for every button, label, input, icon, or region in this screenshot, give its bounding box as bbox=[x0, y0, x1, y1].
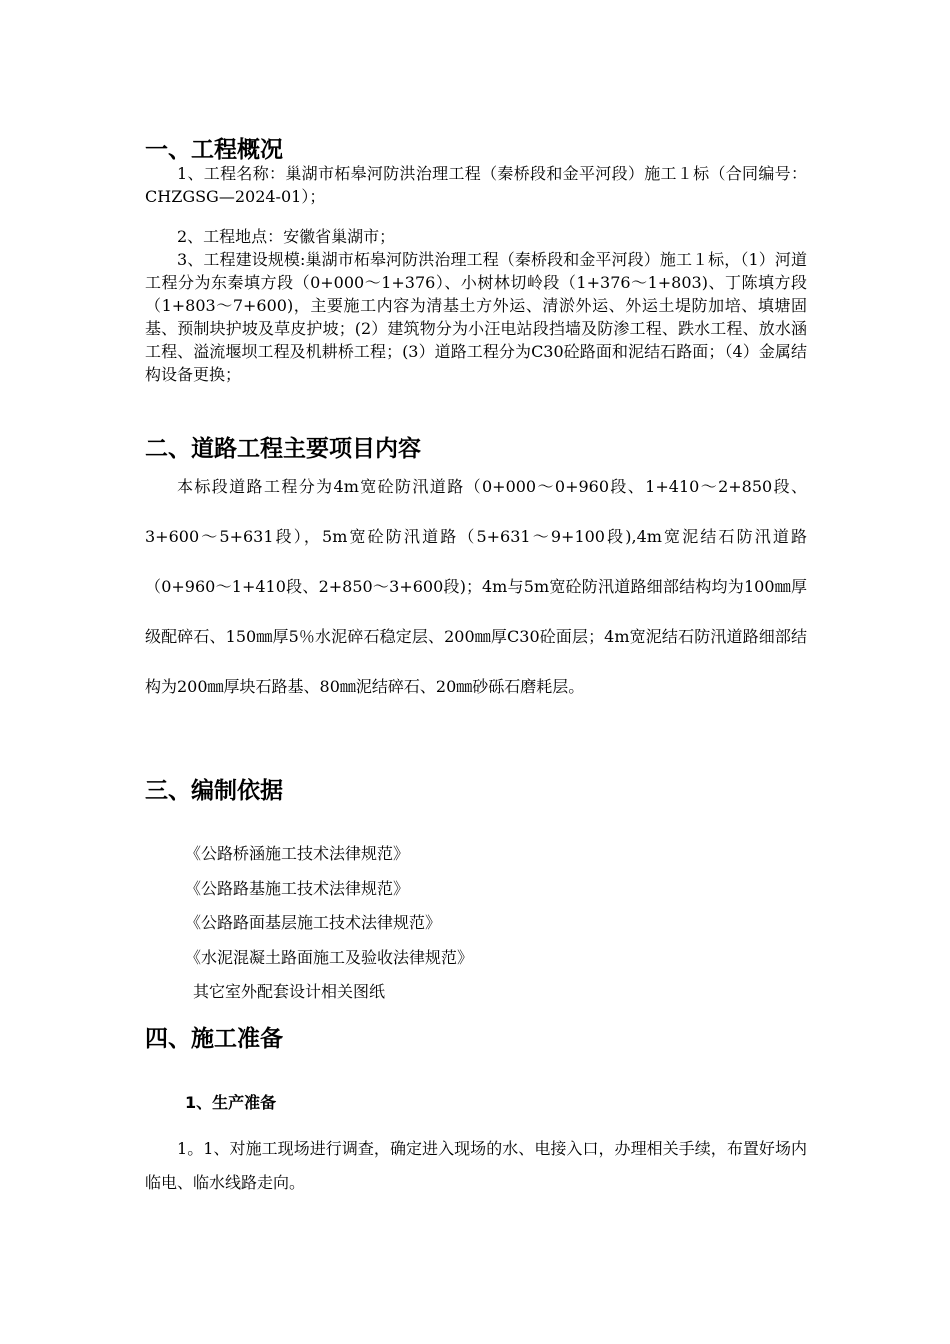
reference-list bbox=[185, 837, 473, 1010]
road-items-description: 本标段道路工程分为4m宽砼防汛道路（0+000～0+960段、1+410～2+850段、3+600～5+631段），5m宽砼防汛道路（5+631～9+100段),4m宽泥结石防汛道路（0+960～1+410段、2+850～3+600段)；4m与5m宽砼防汛道路细部结构均为100㎜厚级配碎石、150㎜厚5％水泥碎石稳定层、200㎜厚C30砼面层；4m宽泥结石防汛道路细部结构为200㎜厚块石路基、80㎜泥结碎石、20㎜砂砾石磨耗层。 bbox=[145, 477, 807, 696]
section-heading-road-items: 二、道路工程主要项目内容 bbox=[145, 436, 421, 462]
preparation-site-survey: 1。1、对施工现场进行调查，确定进入现场的水、电接入口，办理相关手续，布置好场内临电、临水线路走向。 bbox=[145, 1139, 807, 1192]
overview-project-name: 1、工程名称：巢湖市柘皋河防洪治理工程（秦桥段和金平河段）施工１标（合同编号：CHZGSG—2024-01）； bbox=[145, 164, 807, 206]
section-heading-preparation: 四、施工准备 bbox=[145, 1026, 283, 1052]
reference-item: 《公路桥涵施工技术法律规范》 bbox=[185, 844, 410, 863]
overview-project-scale: 3、工程建设规模:巢湖市柘皋河防洪治理工程（秦桥段和金平河段）施工１标，（1）河道工程分为东秦填方段（0+000～1+376）、小树林切岭段（1+376～1+803)、丁陈填方段（1+803～7+600)，主要施工内容为清基土方外运、清淤外运、外运土堤防加培、填塘固基、预制块护坡及草皮护坡；(2）建筑物分为小汪电站段挡墙及防渗工程、跌水工程、放水涵工程、溢流堰坝工程及机耕桥工程；(3）道路工程分为C30砼路面和泥结石路面；（4）金属结构设备更换； bbox=[145, 250, 807, 384]
reference-item: 其它室外配套设计相关图纸 bbox=[193, 982, 386, 1001]
reference-item: 《公路路基施工技术法律规范》 bbox=[185, 878, 410, 898]
section-heading-basis: 三、编制依据 bbox=[145, 778, 283, 804]
section-heading-overview: 一、工程概况 bbox=[145, 137, 283, 163]
subheading-production-preparation: 1、生产准备 bbox=[185, 1093, 277, 1112]
overview-project-location: 2、工程地点：安徽省巢湖市； bbox=[177, 227, 396, 246]
reference-item: 《公路路面基层施工技术法律规范》 bbox=[185, 913, 442, 932]
reference-item: 《水泥混凝土路面施工及验收法律规范》 bbox=[185, 947, 474, 967]
